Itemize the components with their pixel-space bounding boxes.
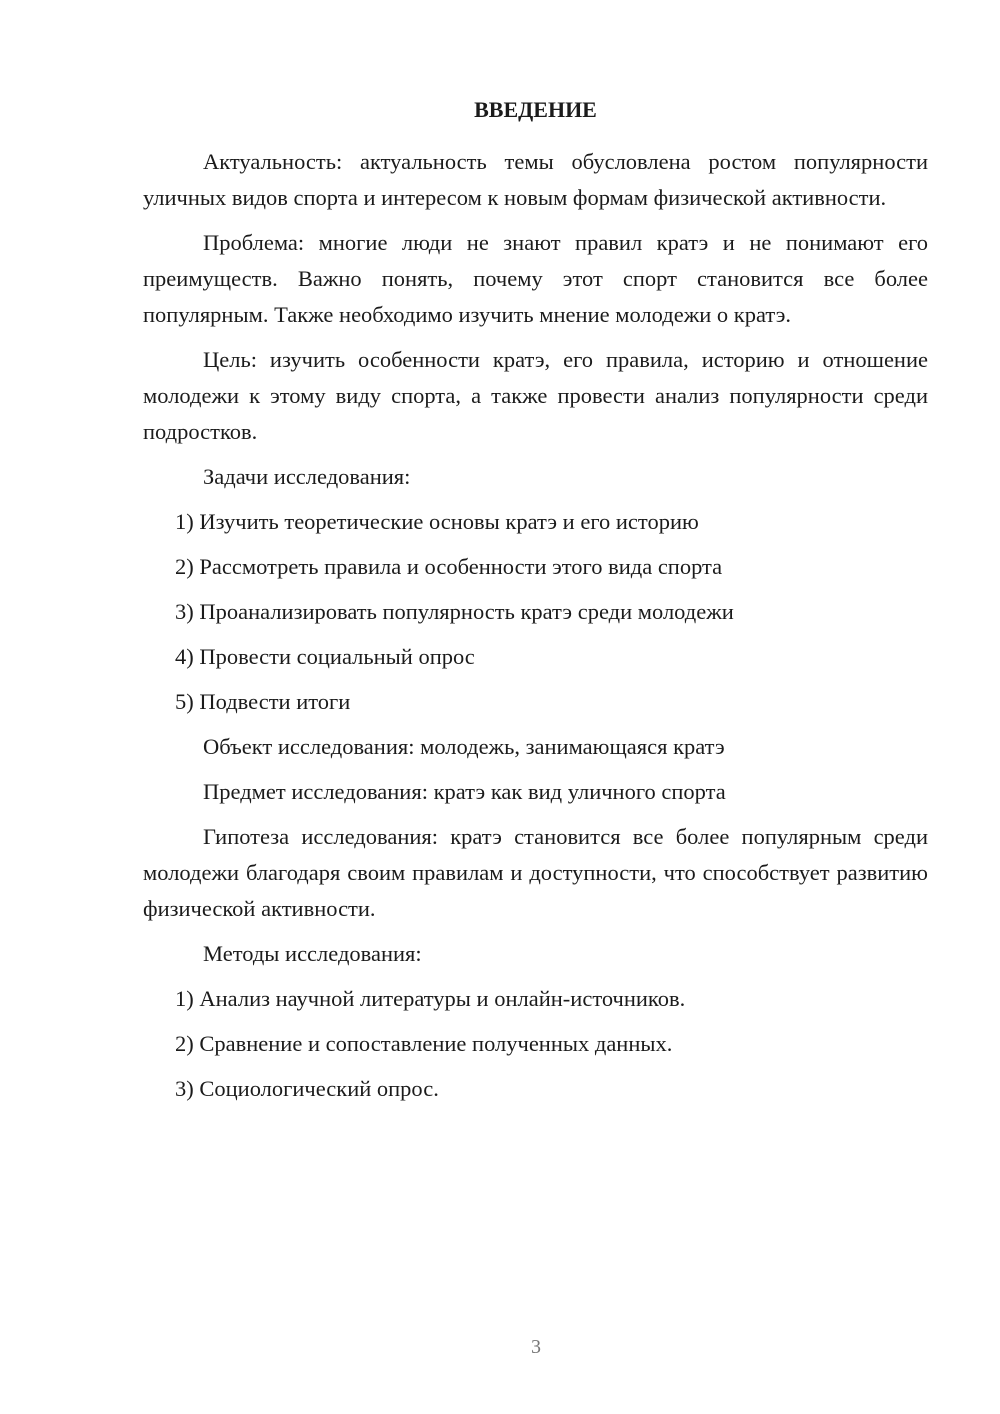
- task-item: 5) Подвести итоги: [175, 689, 351, 714]
- task-item: 1) Изучить теоретические основы кратэ и его историю: [175, 509, 699, 534]
- page-content: [143, 94, 928, 1116]
- tasks-heading: Задачи исследования:: [203, 464, 411, 489]
- hypothesis-paragraph: Гипотеза исследования: кратэ становится все более популярным среди молодежи благодаря своим правилам и доступности, что способствует развитию физической активности.: [143, 824, 928, 921]
- task-item: 4) Провести социальный опрос: [175, 644, 475, 669]
- problem-paragraph: Проблема: многие люди не знают правил кратэ и не понимают его преимуществ. Важно понять, почему этот спорт становится все более популярным. Также необходимо изучить мнение молодежи о кратэ.: [143, 230, 928, 327]
- research-object: Объект исследования: молодежь, занимающаяся кратэ: [203, 734, 725, 759]
- task-item: 2) Рассмотреть правила и особенности этого вида спорта: [175, 554, 723, 579]
- task-item: 3) Проанализировать популярность кратэ среди молодежи: [175, 599, 734, 624]
- page-number: 3: [531, 1336, 541, 1358]
- goal-paragraph: Цель: изучить особенности кратэ, его правила, историю и отношение молодежи к этому виду спорта, а также провести анализ популярности среди подростков.: [143, 347, 928, 444]
- research-subject: Предмет исследования: кратэ как вид уличного спорта: [203, 779, 726, 804]
- method-item: 3) Социологический опрос.: [175, 1076, 439, 1101]
- relevance-paragraph: Актуальность: актуальность темы обусловлена ростом популярности уличных видов спорта и интересом к новым формам физической активности.: [143, 149, 928, 210]
- methods-heading: Методы исследования:: [203, 941, 422, 966]
- method-item: 1) Анализ научной литературы и онлайн-источников.: [175, 986, 686, 1011]
- section-title: ВВЕДЕНИЕ: [474, 97, 597, 122]
- method-item: 2) Сравнение и сопоставление полученных данных.: [175, 1031, 673, 1056]
